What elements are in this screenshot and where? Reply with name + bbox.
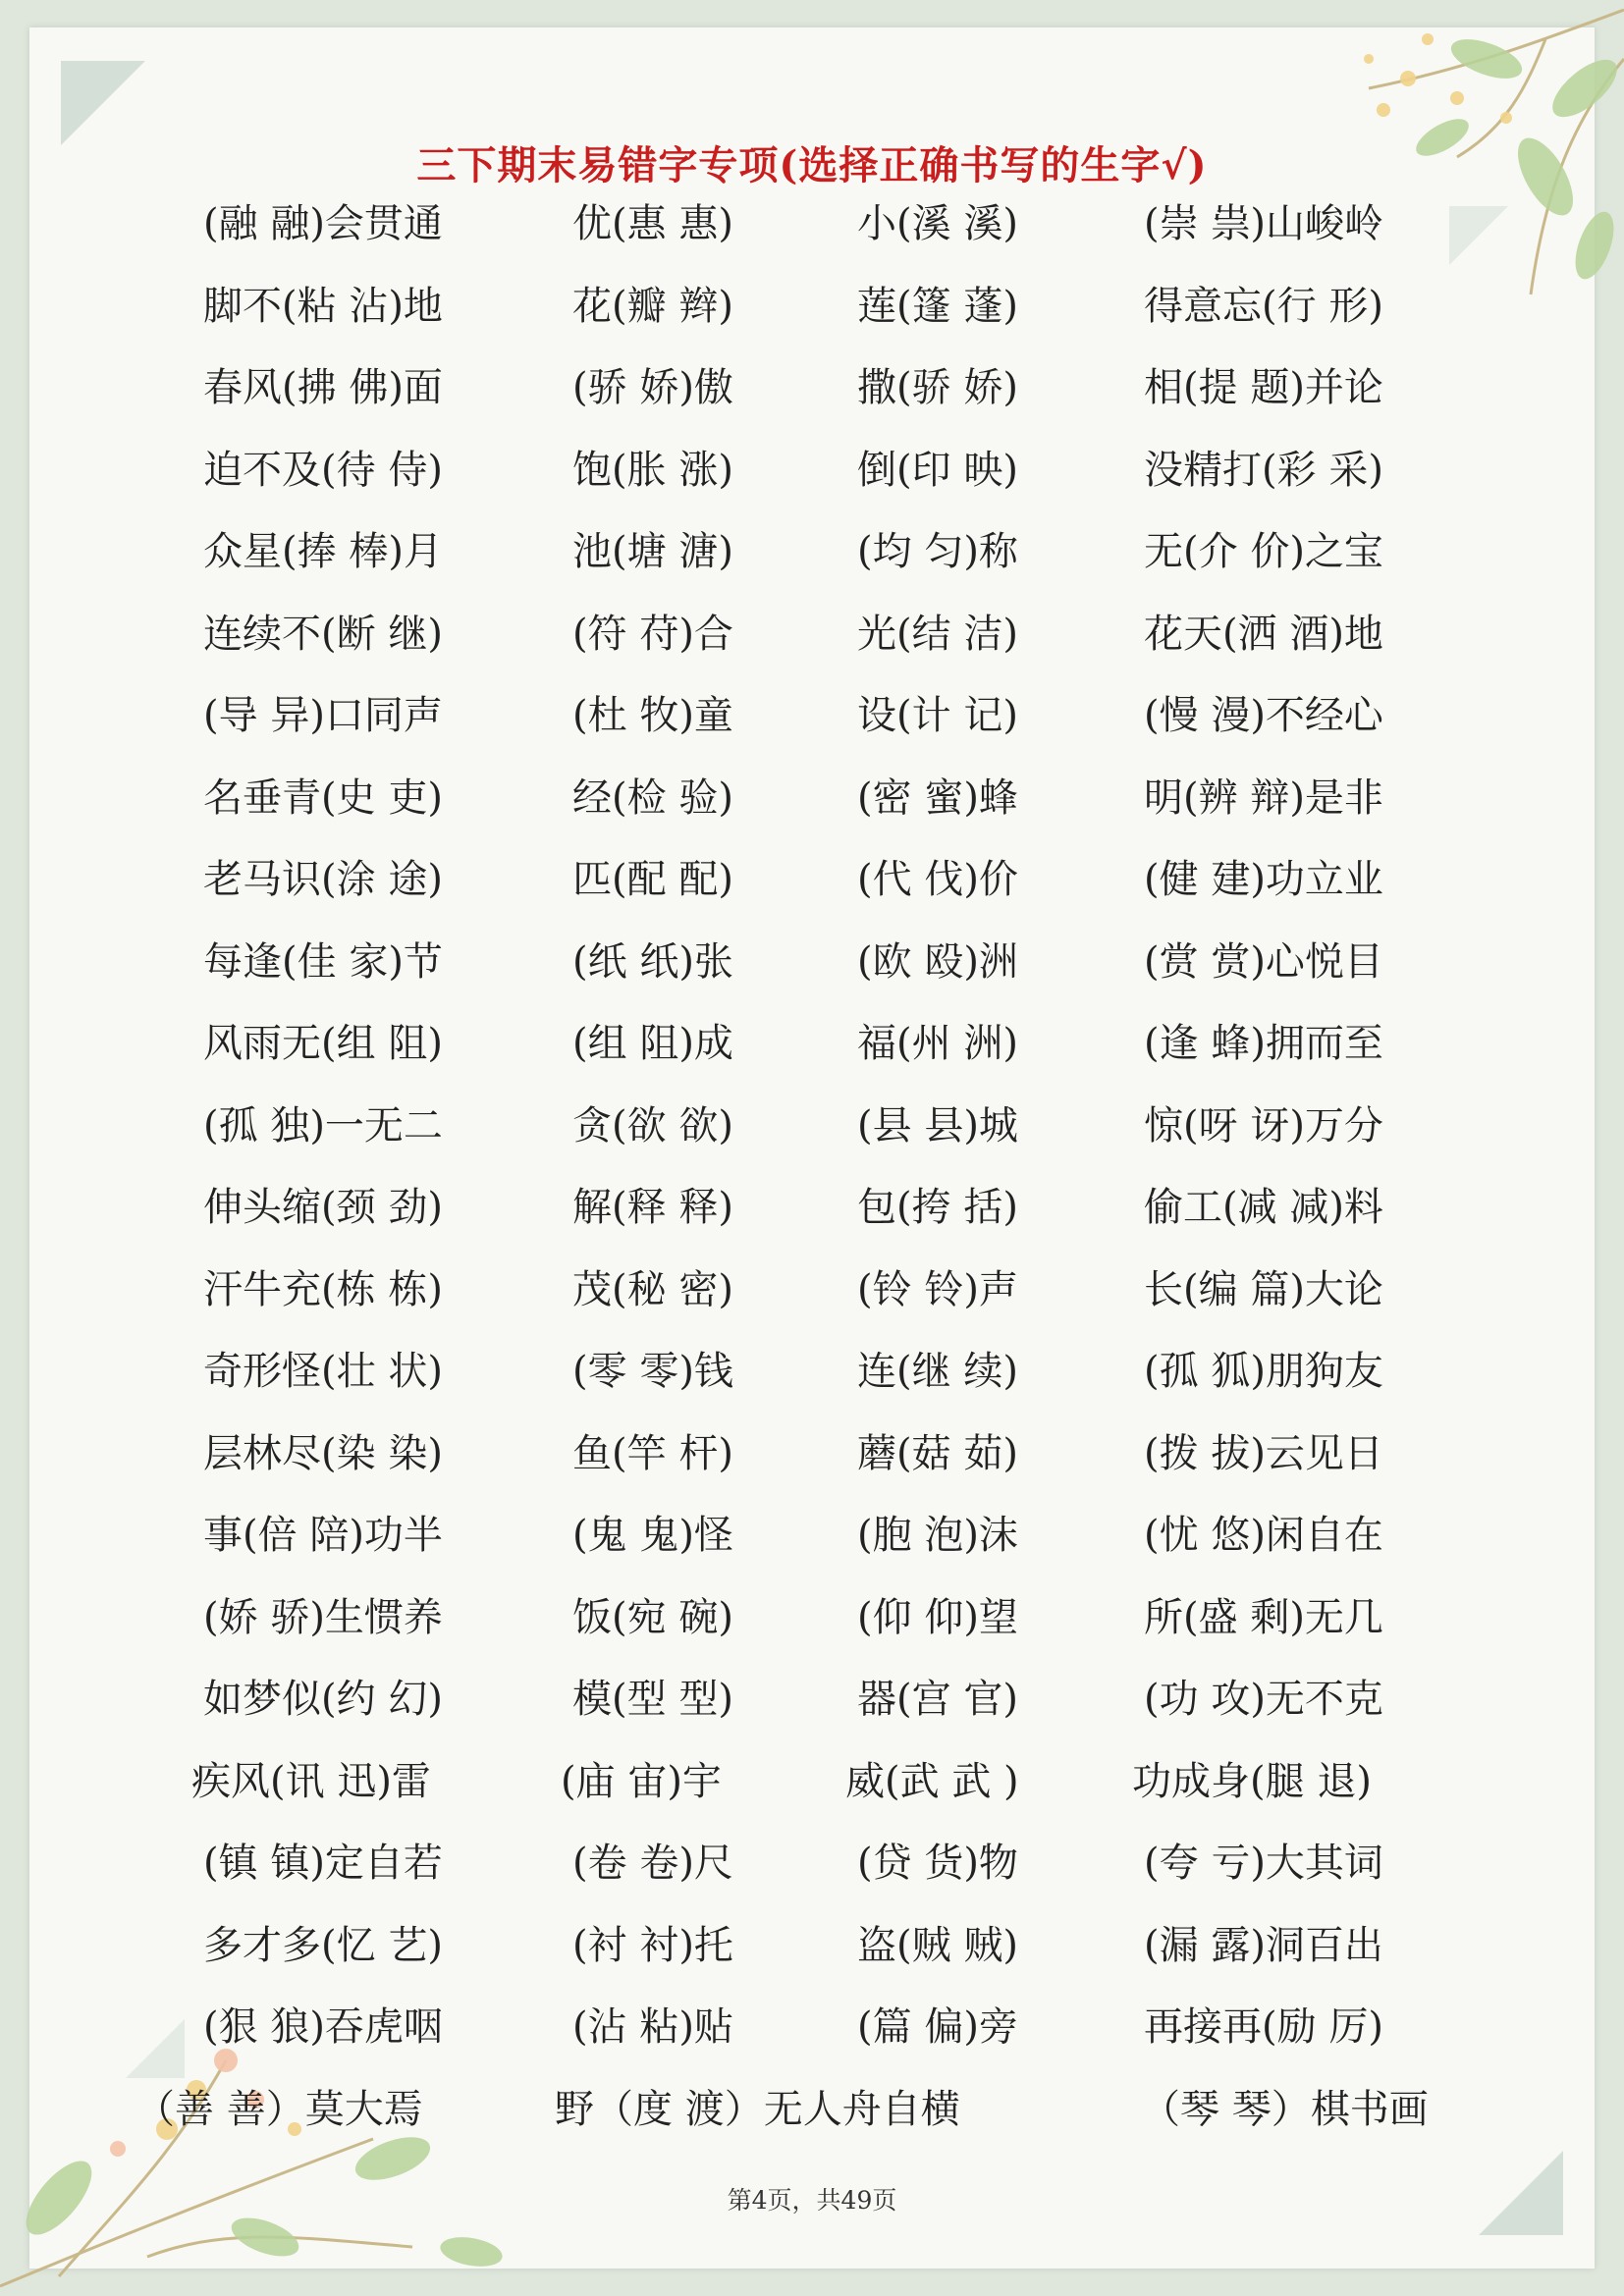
word-item: 众星(捧 棒)月 xyxy=(203,529,443,574)
word-item: 包(挎 括) xyxy=(857,1185,1018,1230)
word-item: 设(计 记) xyxy=(857,693,1018,738)
word-item: (卷 卷)尺 xyxy=(572,1841,733,1886)
word-item: 贪(欲 欲) xyxy=(572,1103,733,1148)
word-item: 器(宫 官) xyxy=(857,1677,1018,1722)
word-item: (组 阻)成 xyxy=(572,1021,733,1066)
word-item: (融 融)会贯通 xyxy=(203,201,443,246)
word-item: 长(编 篇)大论 xyxy=(1144,1267,1383,1312)
word-item: (导 异)口同声 xyxy=(203,693,443,738)
word-item: 福(州 洲) xyxy=(857,1021,1018,1066)
word-item: (孤 独)一无二 xyxy=(203,1103,443,1148)
word-item: (孤 狐)朋狗友 xyxy=(1144,1349,1383,1394)
word-item: 威(武 武 ) xyxy=(845,1759,1019,1804)
word-item: (健 建)功立业 xyxy=(1144,857,1383,902)
word-item: 鱼(竿 杆) xyxy=(572,1431,733,1476)
word-item: 解(释 释) xyxy=(572,1185,733,1230)
word-item: 小(溪 溪) xyxy=(857,201,1018,246)
word-item: (骄 娇)傲 xyxy=(572,365,733,410)
word-item: (代 伐)价 xyxy=(857,857,1018,902)
word-item: 层林尽(染 染) xyxy=(203,1431,443,1476)
word-item: (赏 赏)心悦目 xyxy=(1144,939,1383,985)
corner-triangle-top-left xyxy=(61,61,145,145)
word-item: (仰 仰)望 xyxy=(857,1595,1018,1640)
word-item: 迫不及(待 侍) xyxy=(203,448,443,493)
word-item: 每逢(佳 家)节 xyxy=(203,939,443,985)
word-item: 得意忘(行 形) xyxy=(1144,284,1383,329)
word-item: (纸 纸)张 xyxy=(572,939,733,985)
word-item: (零 零)钱 xyxy=(572,1349,733,1394)
word-item: 茂(秘 密) xyxy=(572,1267,733,1312)
word-item: (密 蜜)蜂 xyxy=(857,775,1018,821)
word-item: 相(提 题)并论 xyxy=(1144,365,1383,410)
word-item: 野（度 渡）无人舟自横 xyxy=(555,2087,960,2132)
word-item: 优(惠 惠) xyxy=(572,201,733,246)
word-item: 倒(印 映) xyxy=(857,448,1018,493)
word-item: (崇 祟)山峻岭 xyxy=(1144,201,1383,246)
page-footer: 第4页，共49页 xyxy=(727,2186,897,2215)
word-item: (贷 货)物 xyxy=(857,1841,1018,1886)
word-item: 名垂青(史 吏) xyxy=(203,775,443,821)
word-item: (欧 殴)洲 xyxy=(857,939,1018,985)
word-item: (漏 露)洞百出 xyxy=(1144,1923,1383,1968)
word-item: 疾风(讯 迅)雷 xyxy=(191,1759,431,1804)
word-item: 花天(洒 酒)地 xyxy=(1144,612,1383,657)
word-item: (衬 衬)托 xyxy=(572,1923,733,1968)
word-item: 光(结 洁) xyxy=(857,612,1018,657)
word-item: 撒(骄 娇) xyxy=(857,365,1018,410)
word-item: (功 攻)无不克 xyxy=(1144,1677,1383,1722)
word-item: (娇 骄)生惯养 xyxy=(203,1595,443,1640)
word-item: (拨 拔)云见日 xyxy=(1144,1431,1383,1476)
word-item: 再接再(励 厉) xyxy=(1144,2004,1383,2050)
word-item: 模(型 型) xyxy=(572,1677,733,1722)
word-item: (庙 宙)宇 xyxy=(561,1759,722,1804)
word-item: (夸 亏)大其词 xyxy=(1144,1841,1383,1886)
word-item: 盗(贼 贼) xyxy=(857,1923,1018,1968)
word-item: 所(盛 剩)无几 xyxy=(1144,1595,1383,1640)
page-title: 三下期末易错字专项(选择正确书写的生字√) xyxy=(416,142,1208,188)
word-item: (杜 牧)童 xyxy=(572,693,733,738)
word-item: (铃 铃)声 xyxy=(857,1267,1018,1312)
word-item: 池(塘 溏) xyxy=(572,529,733,574)
word-item: (县 县)城 xyxy=(857,1103,1018,1148)
word-item: 惊(呀 讶)万分 xyxy=(1144,1103,1383,1148)
word-item: (忧 悠)闲自在 xyxy=(1144,1513,1383,1558)
word-item: 饱(胀 涨) xyxy=(572,448,733,493)
word-item: (逢 蜂)拥而至 xyxy=(1144,1021,1383,1066)
word-item: 老马识(涂 途) xyxy=(203,857,443,902)
word-item: 脚不(粘 沾)地 xyxy=(203,284,443,329)
word-item: 风雨无(组 阻) xyxy=(203,1021,443,1066)
word-item: (符 苻)合 xyxy=(572,612,733,657)
word-item: 偷工(减 减)料 xyxy=(1144,1185,1383,1230)
word-item: 经(检 验) xyxy=(572,775,733,821)
word-item: (鬼 鬼)怪 xyxy=(572,1513,733,1558)
word-item: 如梦似(约 幻) xyxy=(203,1677,443,1722)
word-item: (慢 漫)不经心 xyxy=(1144,693,1383,738)
word-item: 伸头缩(颈 劲) xyxy=(203,1185,443,1230)
word-item: 无(介 价)之宝 xyxy=(1144,529,1383,574)
word-item: (均 匀)称 xyxy=(857,529,1018,574)
word-item: (胞 泡)沫 xyxy=(857,1513,1018,1558)
word-item: 花(瓣 辫) xyxy=(572,284,733,329)
word-item: 蘑(菇 茹) xyxy=(857,1431,1018,1476)
word-item: (篇 偏)旁 xyxy=(857,2004,1018,2050)
word-item: 汗牛充(栋 栋) xyxy=(203,1267,443,1312)
word-item: 连(继 续) xyxy=(857,1349,1018,1394)
word-item: 连续不(断 继) xyxy=(203,612,443,657)
word-item: 莲(篷 蓬) xyxy=(857,284,1018,329)
word-item: (镇 镇)定自若 xyxy=(203,1841,443,1886)
word-item: 没精打(彩 采) xyxy=(1144,448,1383,493)
word-item: (沾 粘)贴 xyxy=(572,2004,733,2050)
word-item: 功成身(腿 退) xyxy=(1132,1759,1372,1804)
word-item: 饭(宛 碗) xyxy=(572,1595,733,1640)
word-item: (狠 狼)吞虎咽 xyxy=(203,2004,443,2050)
word-item: （善 善）莫大焉 xyxy=(135,2087,423,2132)
word-item: 事(倍 陪)功半 xyxy=(203,1513,443,1558)
word-item: 匹(配 配) xyxy=(572,857,733,902)
word-item: 多才多(忆 艺) xyxy=(203,1923,443,1968)
word-item: （琴 琴）棋书画 xyxy=(1141,2087,1429,2132)
word-item: 春风(拂 佛)面 xyxy=(203,365,443,410)
word-item: 奇形怪(壮 状) xyxy=(203,1349,443,1394)
word-item: 明(辨 辩)是非 xyxy=(1144,775,1383,821)
